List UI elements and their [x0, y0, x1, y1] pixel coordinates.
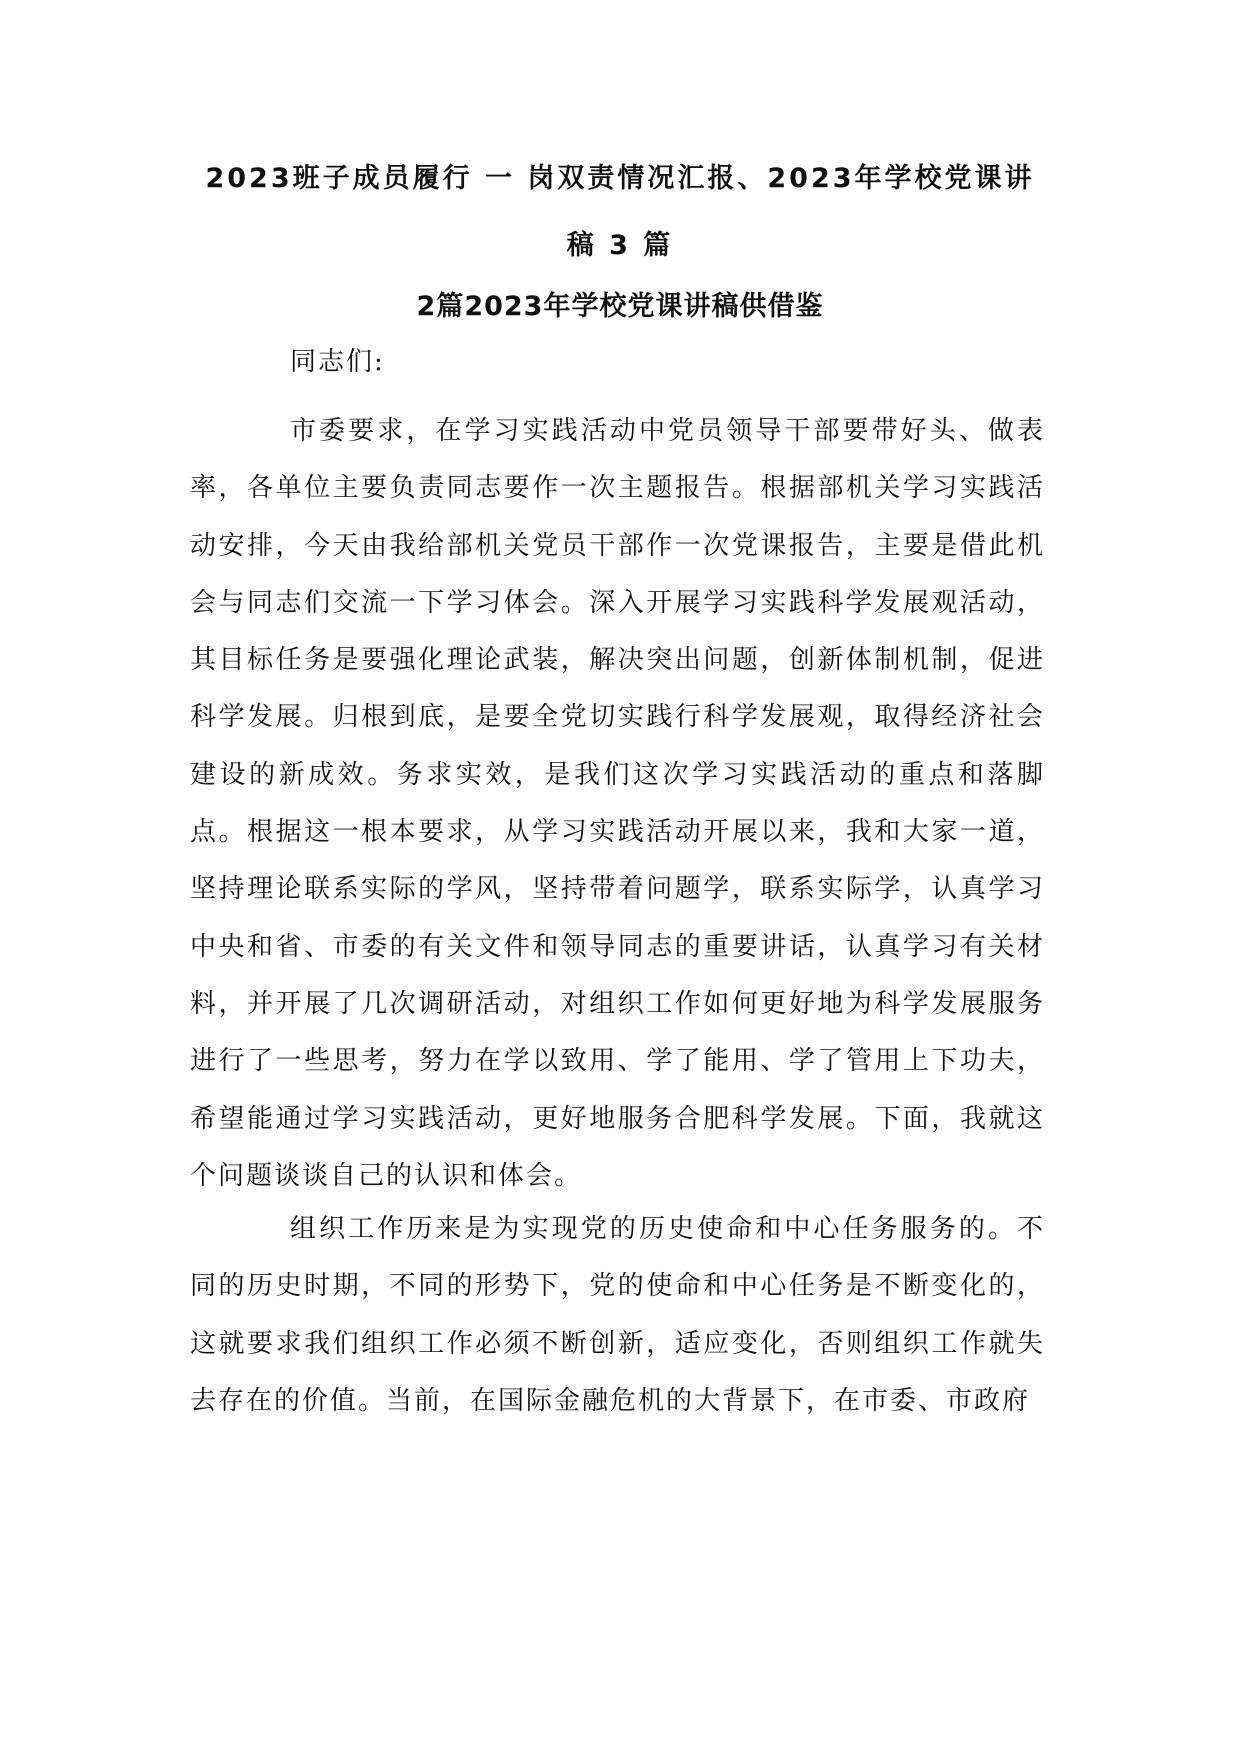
document-title-line-2: 稿 3 篇 — [566, 230, 674, 261]
body-paragraph-1: 市委要求，在学习实践活动中党员领导干部要带好头、做表率，各单位主要负责同志要作一次主题报告。根据部机关学习实践活动安排，今天由我给部机关党员干部作一次党课报告，主要是借此机会与同志们交流一下学习体会。深入开展学习实践科学发展观活动，其目标任务是要强化理论武装，解决突出问题，创新体制机制，促进科学发展。归根到底，是要全党切实践行科学发展观，取得经济社会建设的新成效。务求实效，是我们这次学习实践活动的重点和落脚点。根据这一根本要求，从学习实践活动开展以来，我和大家一道，坚持理论联系实际的学风，坚持带着问题学，联系实际学，认真学习中央和省、市委的有关文件和领导同志的重要讲话，认真学习有关材料，并开展了几次调研活动，对组织工作如何更好地为科学发展服务进行了一些思考，努力在学以致用、学了能用、学了管用上下功夫，希望能通过学习实践活动，更好地服务合肥科学发展。下面，我就这个问题谈谈自己的认识和体会。 — [190, 416, 1045, 1191]
salutation: 同志们: — [290, 347, 385, 377]
document-title-line-1: 2023班子成员履行 一 岗双责情况汇报、2023年学校党课讲 — [205, 163, 1035, 194]
body-paragraph-2: 组织工作历来是为实现党的历史使命和中心任务服务的。不同的历史时期，不同的形势下，党的使命和中心任务是不断变化的，这就要求我们组织工作必须不断创新，适应变化，否则组织工作就失去存在的价值。当前，在国际金融危机的大背景下，在市委、市政府 — [190, 1214, 1045, 1416]
document-subtitle: 2篇2023年学校党课讲稿供借鉴 — [416, 291, 824, 322]
